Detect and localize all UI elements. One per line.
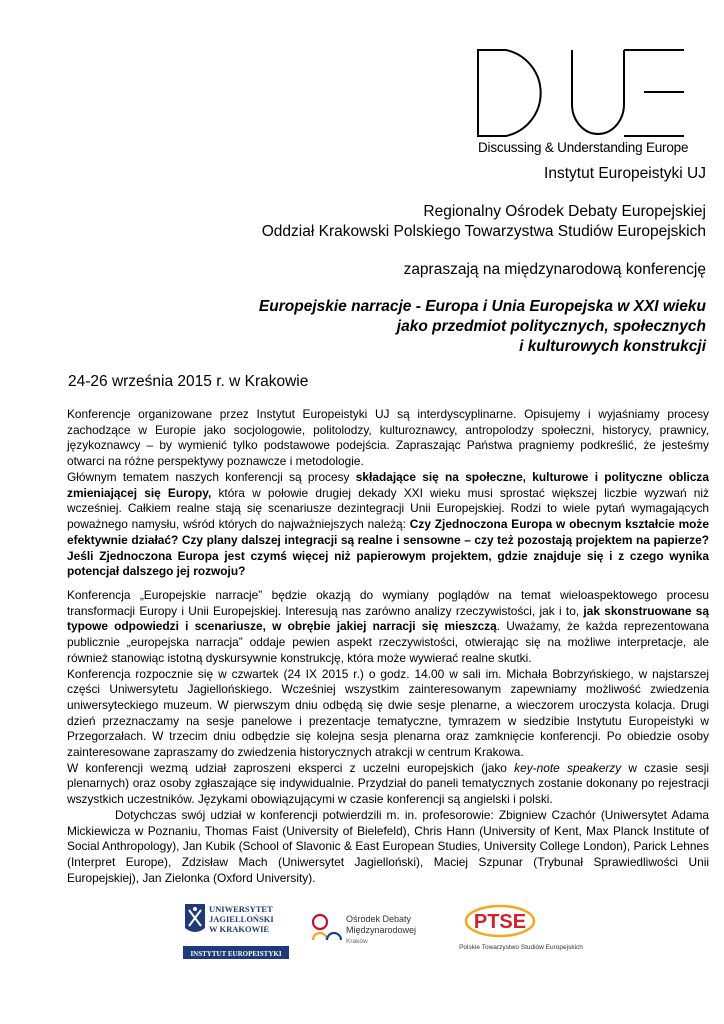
odm-line-3: Kraków: [346, 938, 368, 945]
title-line-3: i kulturowych konstrukcji: [519, 338, 706, 355]
paragraph-schedule: Konferencja rozpocznie się w czwartek (24 IX 2015 r.) o godz. 14.00 w sali im. Michała Bobrzyńskiego, w najstarszej części Uniwersytetu Jagiellońskiego. Wcześniej wszystkim zainteresowanym zapewniamy możliwość zwiedzenia uniwersyteckiego muzeum. W pierwszym dniu odbędą się dwie sesje plenarne, a wieczorem uroczysta kolacja. Drugi dzień przeznaczamy na sesje panelowe i prezentacje tematyczne, tymrazem w siedzibie Instytutu Europeistyki w Przegorzałach. W trzecim dniu odbędzie się kolejna sesja plenarna oraz zamknięcie konferencji. Po obiedzie osoby zainteresowane zapraszamy do zwiedzenia historycznych atrakcji w centrum Krakowa.: [67, 666, 709, 760]
uj-line-3: W KRAKOWIE: [209, 924, 270, 934]
paragraph-narratives: [67, 588, 709, 667]
theme-text-b: składające się na społeczne, kulturowe i polityczne oblicza zmieniającej się Europy,: [67, 470, 709, 500]
uj-logo: [183, 902, 289, 960]
title-line-2: jako przedmiot politycznych, społecznych: [396, 318, 706, 335]
participants-text-b: key-note speakerzy: [514, 760, 622, 775]
odm-line-1: Ośrodek Debaty: [346, 914, 412, 924]
odm-line-2: Międzynarodowej: [346, 925, 417, 935]
organizer-line-2: Oddział Krakowski Polskiego Towarzystwa Studiów Europejskich: [261, 223, 706, 240]
conference-title: [259, 297, 706, 357]
title-line-1: Europejskie narracje - Europa i Unia Europejska w XXI wieku: [258, 298, 706, 315]
due-logo-mark: [476, 44, 686, 140]
uj-crest-icon: [185, 904, 205, 932]
paragraph-theme: [67, 470, 709, 580]
organizer-line-1: Regionalny Ośrodek Debaty Europejskiej: [423, 203, 706, 220]
uj-line-2: JAGIELLOŃSKI: [209, 914, 274, 924]
participants-text-c: w czasie sesji plenarnych) oraz osoby zgłaszające się indywidualnie. Przydział do paneli tematycznych zostanie dokonany po rejestracji wszystkich uczestników. Językami obowiązującymi w czasie konferencji są angielski i polski.: [67, 760, 709, 807]
institute-name: Instytut Europeistyki UJ: [544, 165, 706, 182]
theme-text-c: która w połowie drugiej dekady XXI wieku musi sprostać większej liczbie wyzwań niż wcześniej. Całkiem realne stają się scenariusze dezintegracji Unii Europejskiej. Rodzi to wiele pytań wymagających poważnego namysłu, wśród których do najważniejszych należą:: [67, 485, 709, 532]
due-logo: [476, 44, 689, 164]
odm-rings-icon: [313, 915, 341, 940]
conference-date: 24-26 września 2015 r. w Krakowie: [68, 373, 309, 390]
ptse-caption: Polskie Towarzystwo Studiów Europejskich: [459, 944, 583, 951]
paragraph-speakers: Dotychczas swój udział w konferencji potwierdzili m. in. profesorowie: Zbigniew Czachór (Uniwersytet Adama Mickiewicza w Poznaniu, Thomas Faist (University of Bielefeld), Chris Hann (University of Kent, Max Planck Institute of Social Anthropology), Jan Kubik (School of Slavonic & East European Studies, University College London), Parick Lehnes (Interpret Europe), Zdzisław Mach (Uniwersytet Jagielloński), Maciej Szpunar (Trybunał Sprawiedliwości Unii Europejskiej), Jan Zielonka (Oxford University).: [67, 807, 709, 885]
narratives-text-b: jak skonstruowane są typowe odpowiedzi i scenariusze, w obrębie jakiej narracji się mieszczą: [67, 603, 709, 634]
theme-text-a: Głównym tematem naszych konferencji są procesy: [67, 470, 356, 484]
logo-tagline: Discussing & Understanding Europe: [478, 140, 689, 155]
participants-text-a: W konferencji wezmą udział zaproszeni eksperci z uczelni europejskich (jako: [67, 760, 515, 775]
odm-logo: [310, 910, 450, 950]
paragraph-details: [67, 588, 709, 886]
paragraph-participants: [67, 761, 709, 808]
theme-questions: Czy Zjednoczona Europa w obecnym kształcie może efektywnie działać? Czy plany dalszej integracji są realne i sensowne – czy też pozostają projektem na papierze? Jeśli Zjednoczona Europa jest czymś więcej niż papierowym projektem, gdzie znajduje się i z czego wynika potencjał dalszego jej rozwoju?: [67, 517, 709, 579]
narratives-text-c: . Uważamy, że każda reprezentowana publicznie „europejska narracja” oddaje pewien aspekt rzeczywistości, otwierając się na możliwe interpretacje, ale również stanowiąc istotną dyskursywnie konstrukcję, która może wywierać realne skutki.: [67, 619, 709, 665]
paragraph-intro: Konferencje organizowane przez Instytut Europeistyki UJ są interdyscyplinarne. Opisujemy i wyjaśniamy procesy zachodzące w Europie jako socjologowie, politolodzy, kulturoznawcy, antropolodzy społeczni, historycy, prawnicy, językoznawcy – by wymienić tylko podstawowe podejścia. Zapraszając Państwa pragniemy podkreślić, że jesteśmy otwarci na różne perspektywy poznawcze i metodologie.: [67, 407, 709, 469]
ptse-mark: PTSE: [473, 911, 527, 933]
ptse-logo: [442, 903, 600, 955]
uj-line-1: UNIWERSYTET: [209, 904, 273, 914]
invitation-line: zapraszają na międzynarodową konferencję: [403, 261, 706, 278]
narratives-text-a: Konferencja „Europejskie narracje” będzie okazją do wymiany poglądów na temat wieloaspektowego procesu transformacji Europy i Unii Europejskiej. Interesują nas zarówno analizy rzeczywistości, jak i to,: [67, 588, 709, 618]
uj-band-text: INSTYTUT EUROPEISTYKI: [190, 950, 282, 958]
